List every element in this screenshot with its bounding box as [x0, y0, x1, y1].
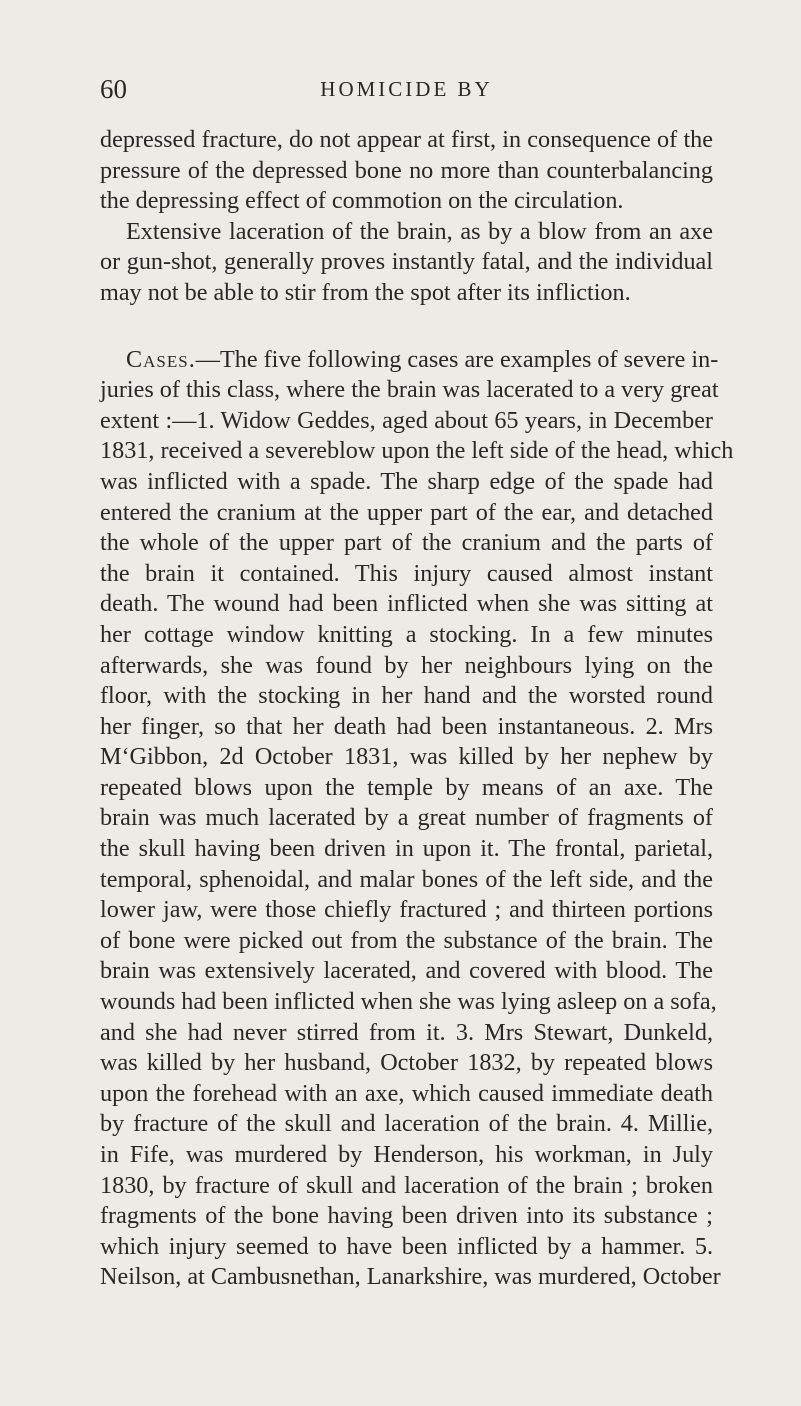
text-line: in Fife, was murdered by Henderson, his workman, in July [100, 1141, 713, 1168]
text-line: entered the cranium at the upper part of the ear, and detached [100, 498, 713, 526]
text-line: was inflicted with a spade. The sharp edge of the spade had [100, 467, 713, 495]
text-line: 1830, by fracture of skull and laceration of the brain ; broken [100, 1171, 713, 1199]
text-line: Neilson, at Cambusnethan, Lanarkshire, was murdered, October [100, 1263, 721, 1291]
paragraph-cases [100, 345, 734, 1293]
paragraph-1 [100, 125, 713, 217]
page-header [100, 74, 713, 114]
text-line: brain was extensively lacerated, and covered with blood. The [100, 957, 713, 985]
text-line: the skull having been driven in upon it. The frontal, parietal, [100, 835, 713, 863]
text-line: fragments of the bone having been driven into its substance ; [100, 1202, 713, 1230]
text-line: her finger, so that her death had been instantaneous. 2. Mrs [100, 712, 713, 740]
text-line [100, 345, 719, 376]
text-line: and she had never stirred from it. 3. Mrs Stewart, Dunkeld, [100, 1018, 713, 1046]
text-line: extent :—1. Widow Geddes, aged about 65 years, in December [100, 406, 713, 434]
text-line: by fracture of the skull and laceration of the brain. 4. Millie, [100, 1110, 713, 1138]
text-line: lower jaw, were those chiefly fractured ; and thirteen portions [100, 896, 713, 924]
paragraph-gap [100, 309, 713, 345]
text-line: upon the forehead with an axe, which caused immediate death [100, 1079, 713, 1107]
text-line: the whole of the upper part of the cranium and the parts of [100, 529, 713, 557]
text-line: her cottage window knitting a stocking. In a few minutes [100, 620, 713, 648]
text-line: wounds had been inflicted when she was lying asleep on a sofa, [100, 988, 717, 1016]
text-line: temporal, sphenoidal, and malar bones of the left side, and the [100, 865, 713, 893]
text-line: was killed by her husband, October 1832, by repeated blows [100, 1049, 713, 1077]
text-line-rest: —The five following cases are examples of severe in- [195, 345, 719, 373]
text-line: the depressing effect of commotion on the circulation. [100, 187, 624, 215]
text-line: of bone were picked out from the substance of the brain. The [100, 926, 713, 954]
text-line: brain was much lacerated by a great number of fragments of [100, 804, 713, 832]
text-line: depressed fracture, do not appear at first, in consequence of the [100, 126, 713, 153]
text-line: afterwards, she was found by her neighbours lying on the [100, 651, 713, 679]
text-line: or gun-shot, generally proves instantly fatal, and the individual [100, 248, 713, 276]
text-line: floor, with the stocking in her hand and the worsted round [100, 682, 713, 710]
text-line: which injury seemed to have been inflicted by a hammer. 5. [100, 1232, 713, 1260]
text-line: may not be able to stir from the spot after its infliction. [100, 278, 631, 306]
page-body [100, 125, 734, 1293]
text-line: 1831, received a severeblow upon the left side of the head, which [100, 437, 734, 465]
text-line: death. The wound had been inflicted when she was sitting at [100, 590, 713, 618]
section-lead: Cases. [126, 345, 196, 373]
text-line: repeated blows upon the temple by means of an axe. The [100, 773, 713, 801]
text-line: pressure of the depressed bone no more than counterbalancing [100, 156, 713, 184]
text-line: juries of this class, where the brain was lacerated to a very great [100, 376, 719, 404]
text-line: the brain it contained. This injury caused almost instant [100, 559, 713, 587]
text-line: Extensive laceration of the brain, as by a blow from an axe [126, 217, 713, 245]
running-title: HOMICIDE BY [320, 77, 493, 101]
text-line: M‘Gibbon, 2d October 1831, was killed by her nephew by [100, 743, 713, 771]
paragraph-2 [100, 217, 713, 309]
page-number: 60 [100, 74, 127, 104]
